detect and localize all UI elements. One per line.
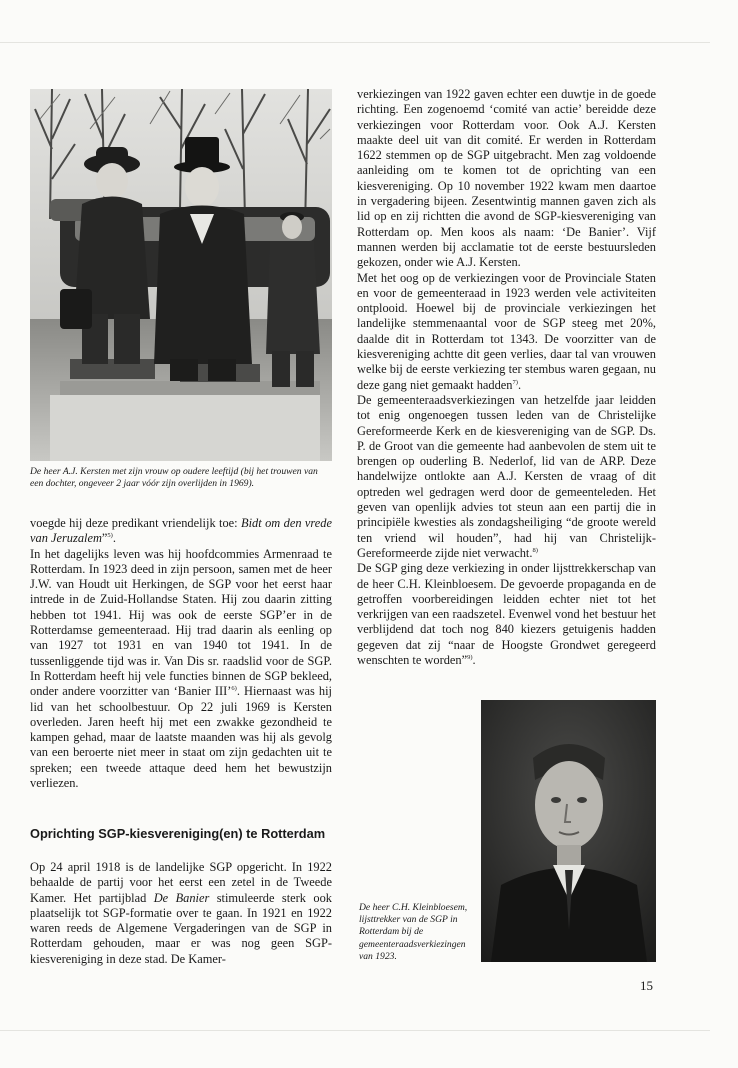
top-divider — [0, 42, 710, 43]
paragraph — [30, 516, 332, 547]
footnote-ref: 8) — [532, 546, 538, 554]
right-column-text — [357, 87, 656, 668]
text: Op 24 april 1918 is de landelijke SGP opgericht. In 1922 behaalde de partij voor het eerst een zetel in de Tweede Kamer. Het partijblad — [30, 860, 332, 905]
publication-title: De Banier — [153, 890, 210, 905]
footnote-ref: 7) — [512, 378, 518, 386]
text: De gemeenteraadsverkiezingen van hetzelfde jaar leidden tot enig ongenoegen tussen leden van de Christelijke Gereformeerde Kerk en de kiesvereniging van de SGP. Ds. P. de Groot van die gemeente had aanbevolen de stem uit te brengen op ouderling B. Nederlof, lid van de ARP. Deze handelwijze ontlokte aan A.J. Kersten de vraag of dit optreden wel gedragen werd door de gemeenteleden. Het geven van openlijk advies tot steun aan een partij die in principiële kwesties als zondagsheiliging “de groote wereld ten vriend wil houden”, had hij van Christelijk-Gereformeerde zijde niet verwacht. — [357, 392, 656, 560]
text: voegde hij deze predikant vriendelijk toe: — [30, 516, 242, 530]
text: . — [112, 531, 116, 546]
text: De SGP ging deze verkiezing in onder lijsttrekkerschap van de heer C.H. Kleinbloesem. De gevoerde propaganda en de getroffen voorbereidingen leidden echter niet tot het verkrijgen van een raadszetel. Evenwel vond het bestuur het verblijdend dat toch nog 840 kiezers getuigenis hadden gegeven dat zij “naar de Hoogste Grondwet geregeerd wenschten te worden” — [357, 561, 656, 667]
paragraph: verkiezingen van 1922 gaven echter een duwtje in de goede richting. Een zogenoemd ‘comité van actie’ bereidde deze verkiezingen voor Rotterdam voor. Ook A.J. Kersten maakte deel uit van dit comité. Er werden in Rotterdam 1622 stemmen op de SGP uitgebracht. Men zag voldoende aanleiding om te komen tot de oprichting van een kiesvereniging. Op 10 november 1922 kwam men daartoe in vergadering bijeen. Zesentwintig mannen gaven zich als lid op en zij richtten die avond de SGP-kiesvereniging van Rotterdam op. Men koos als naam: ‘De Banier’. Vijf mannen werden bij acclamatie tot de eerste bestuursleden gekozen, onder wie A.J. Kersten. — [357, 87, 656, 270]
paragraph — [357, 393, 656, 561]
footnote-ref: 5) — [107, 532, 113, 540]
paragraph — [357, 561, 656, 668]
quote-title: Bidt om den vrede van Jeruzalem — [30, 516, 332, 546]
text: ” — [101, 531, 108, 546]
photo-kleinbloesem-portrait — [481, 700, 656, 962]
photo-caption-kleinbloesem: De heer C.H. Kleinbloesem, lijsttrekker van de SGP in Rotterdam bij de gemeenteraadsverkiezingen van 1923. — [359, 902, 468, 962]
paragraph — [30, 860, 332, 967]
photo-kersten-and-wife — [30, 89, 332, 461]
paragraph — [357, 271, 656, 393]
page-number: 15 — [640, 978, 653, 993]
left-column-text-lower — [30, 860, 332, 967]
footnote-ref: 9) — [467, 653, 473, 661]
text: In het dagelijks leven was hij hoofdcommies Armenraad te Rotterdam. In 1923 deed in zijn persoon, samen met de heer J.W. van Houdt uit Herkingen, de SGP voor het eerst haar intrede in de Zuid-Hollandse Staten. Hij zou daarin zitting hebben tot 1941. Hij was ook de eerste SGP’er in de Rotterdamse gemeenteraad. Hij trad daarin als eenling op van 1927 tot 1931 en van 1940 tot 1941. In de tussenliggende tijd was ir. Van Dis sr. raadslid voor de SGP. In Rotterdam heeft hij vele functies binnen de SGP bekleed, onder andere voorzitter van ‘Banier III’ — [30, 546, 332, 699]
text: . — [517, 377, 522, 392]
left-column-text — [30, 516, 332, 791]
text: . Hiernaast was hij lid van het schoolbestuur. Op 22 juli 1969 is Kersten overleden. Jaren heeft hij met een zwakke gezondheid te kampen gehad, maar de laatste maanden was hij als gevolg van een beroerte niet meer in staat om zijn gedachten uit te spreken; een tweede attaque deed hem het bewustzijn verliezen. — [30, 684, 332, 791]
paragraph — [30, 547, 332, 792]
text: Met het oog op de verkiezingen voor de Provinciale Staten en voor de gemeenteraad in 1923 werden vele activiteiten ontplooid. Hoewel bij de provinciale verkiezingen het landelijke stemmenaantal voor de SGP steeg met 20%, daalde dit in Rotterdam tot 1343. De voorzitter van de kiesvereniging achtte dit geen verlies, daar tal van vrouwen welke bij de eerste verkiezing ter stembus waren gegaan, nu deze gang niet gemaakt hadden — [357, 270, 656, 392]
section-heading: Oprichting SGP-kiesvereniging(en) te Rotterdam — [30, 826, 326, 841]
footnote-ref: 6) — [231, 685, 237, 693]
bottom-divider — [0, 1030, 710, 1031]
text: . — [472, 652, 476, 667]
photo-caption-kersten: De heer A.J. Kersten met zijn vrouw op oudere leeftijd (bij het trouwen van een dochter, ongeveer 2 jaar vóór zijn overlijden in 1969). — [30, 466, 318, 490]
text: stimuleerde sterk ook plaatselijk tot SGP-formatie over te gaan. In 1921 en 1922 waren reeds de Algemene Vergaderingen van de SGP in Rotterdam gehouden, maar er was nog geen SGP-kiesvereniging in deze stad. De Kamer- — [30, 890, 332, 966]
